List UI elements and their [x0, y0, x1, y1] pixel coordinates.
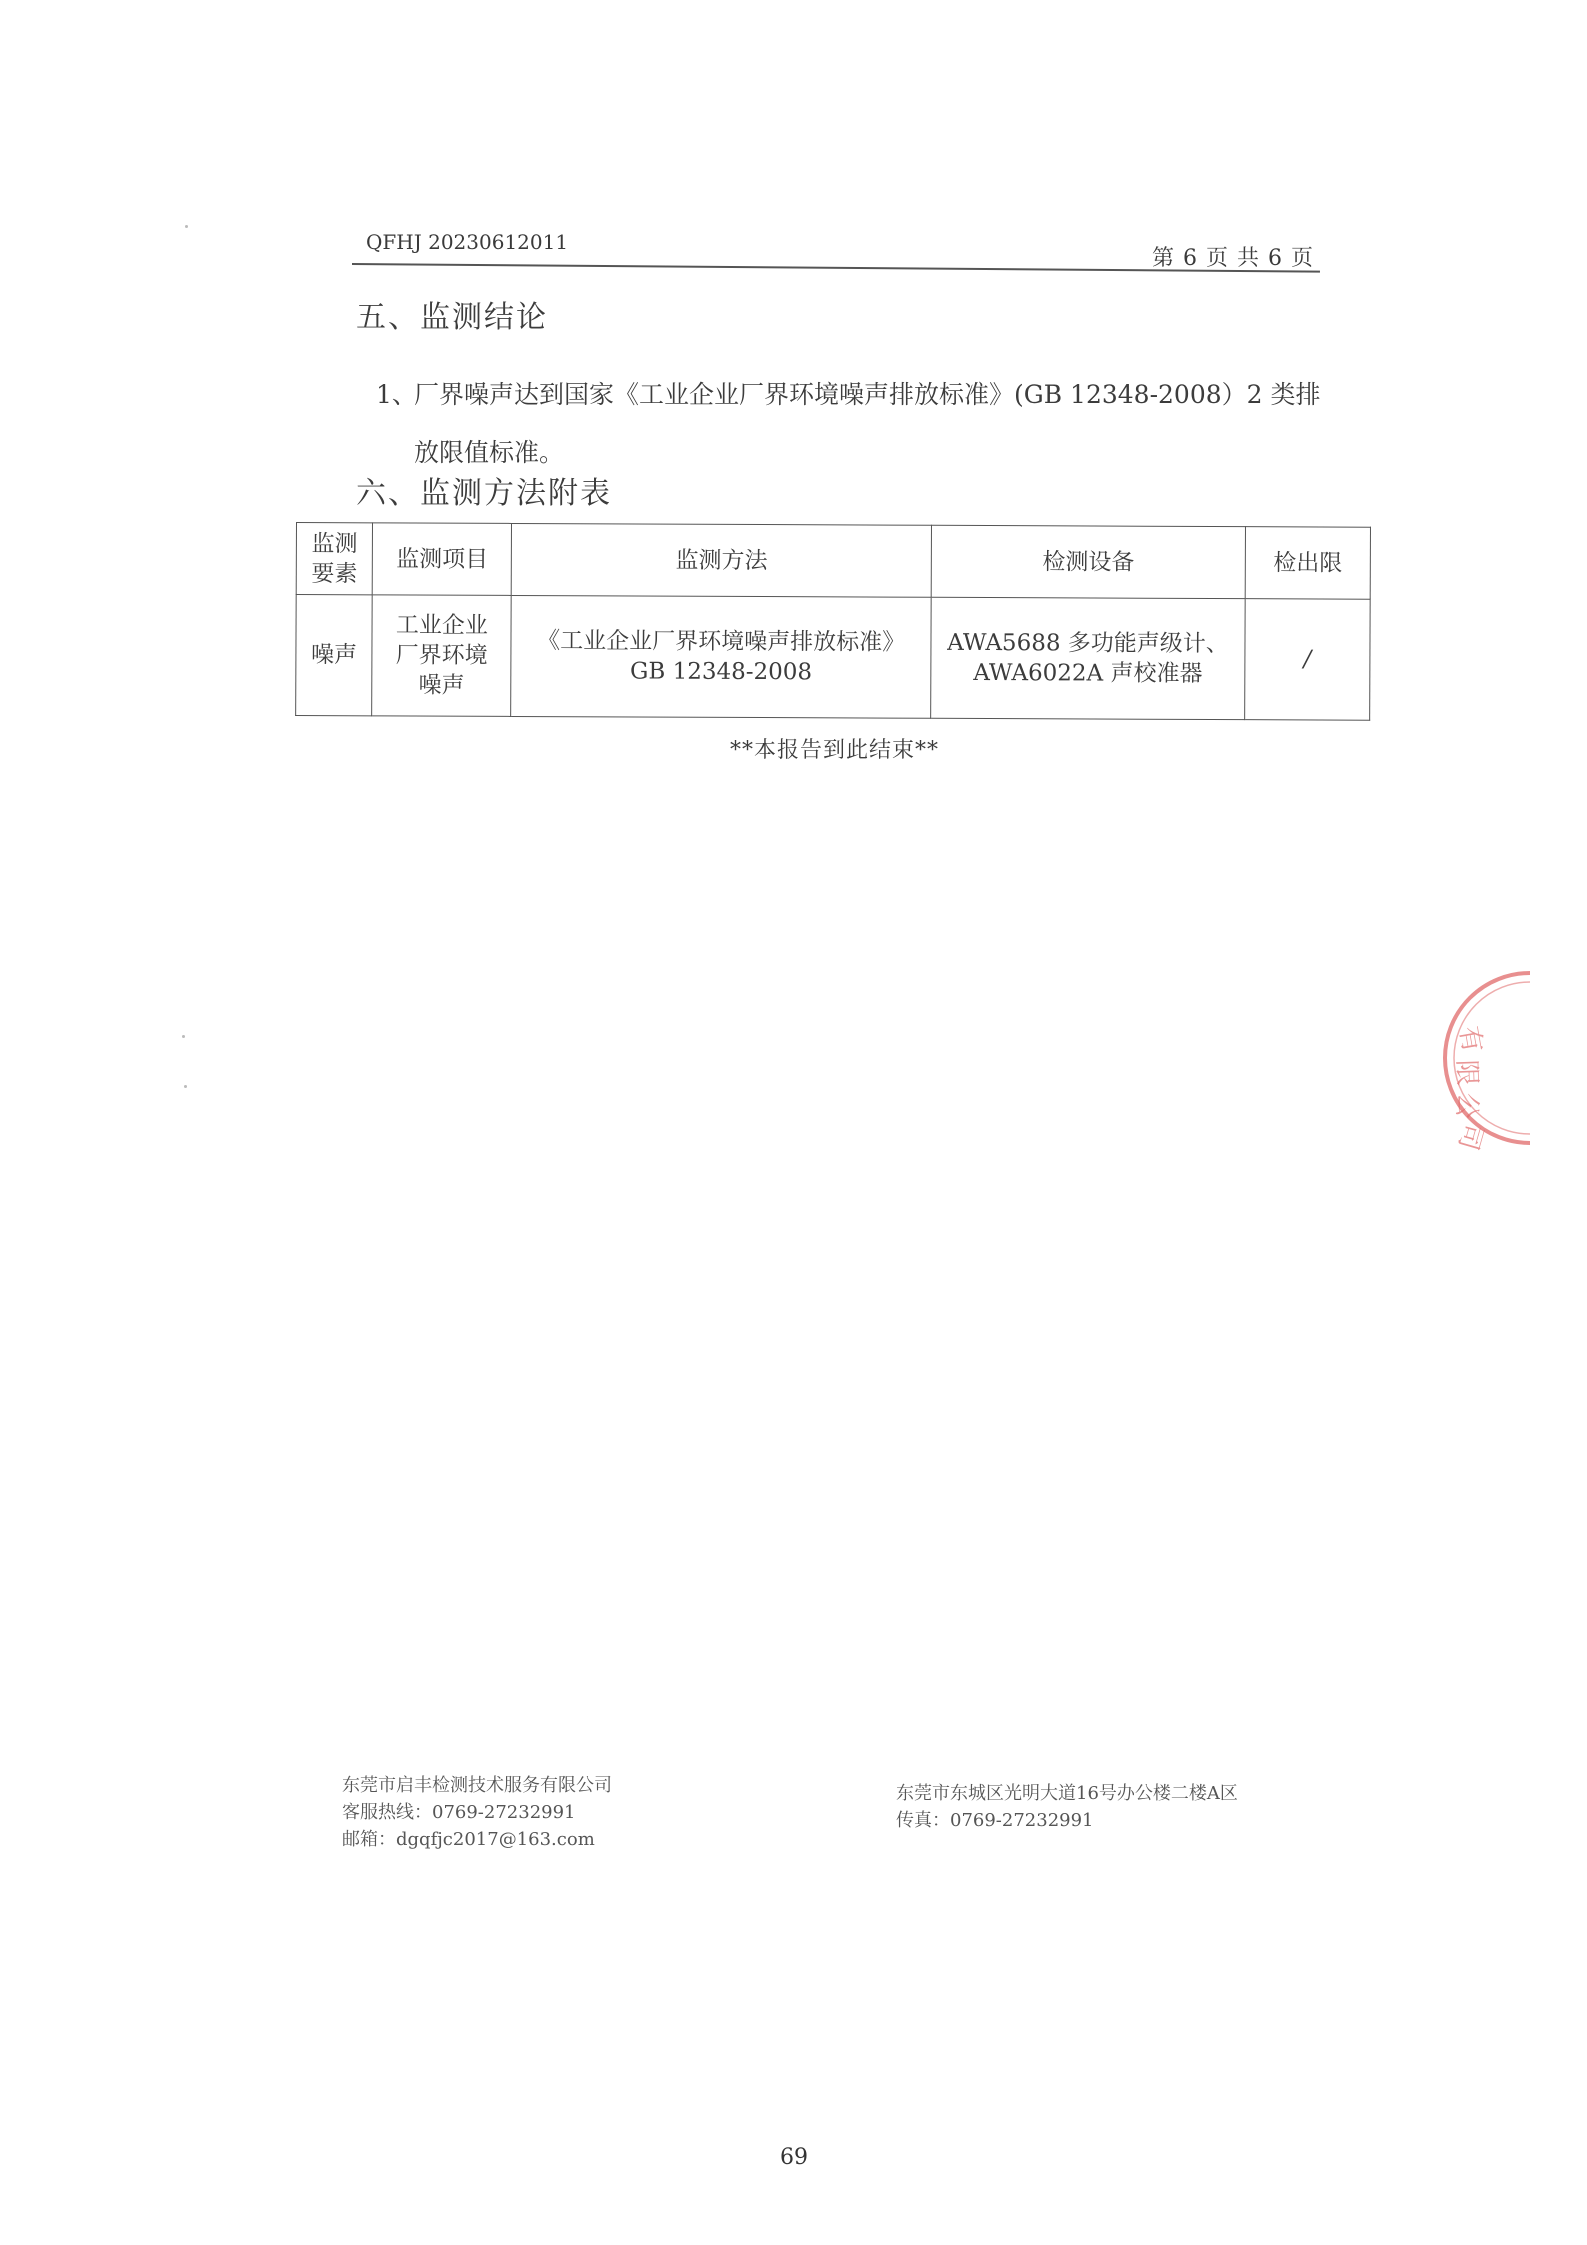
footer-right: [896, 1780, 1238, 1834]
scan-speck: [182, 1035, 185, 1038]
header-monitor-element: [296, 523, 373, 595]
cell-method-line2: GB 12348-2008: [629, 658, 813, 686]
cell-detection-limit: /: [1245, 599, 1371, 721]
section-method-title: 六、监测方法附表: [356, 476, 612, 511]
cell-item-line1: 工业企业: [395, 612, 488, 639]
cell-item: [372, 595, 512, 717]
header-monitor-item: 监测项目: [372, 523, 512, 596]
scan-speck: [185, 225, 188, 228]
scan-speck: [184, 1085, 187, 1088]
company-seal-stamp: [1350, 958, 1530, 1158]
section-conclusion-title: 五、监测结论: [356, 300, 548, 335]
header-equipment: 检测设备: [931, 525, 1245, 598]
cell-equipment-line1: AWA5688 多功能声级计、: [947, 629, 1229, 658]
conclusion-item-number: 1、: [376, 380, 417, 409]
svg-text:有: 有: [1453, 1024, 1488, 1055]
method-table-row: [296, 595, 1371, 721]
cell-method: [511, 595, 931, 718]
header-detection-limit: 检出限: [1245, 527, 1370, 600]
page-info: 第 6 页 共 6 页: [1152, 246, 1314, 271]
method-table: [295, 522, 1371, 721]
page-number: 69: [780, 2145, 808, 2170]
cell-item-line3: 噪声: [418, 672, 465, 699]
cell-method-line1: 《工业企业厂界环境噪声排放标准》: [537, 628, 906, 656]
conclusion-item-text-line1: 厂界噪声达到国家《工业企业厂界环境噪声排放标准》(GB 12348-2008）2 类排: [414, 380, 1321, 409]
svg-text:限: 限: [1451, 1059, 1482, 1087]
cell-item-line2: 厂界环境: [395, 642, 488, 669]
footer-left: [342, 1772, 612, 1853]
cell-equipment-line2: AWA6022A 声校准器: [973, 659, 1203, 687]
conclusion-item: [376, 366, 1336, 482]
header-monitor-element-line2: 要素: [311, 560, 358, 587]
footer-company: 东莞市启丰检测技术服务有限公司: [342, 1775, 612, 1796]
header-monitor-method: 监测方法: [512, 523, 932, 597]
footer-fax: 传真：0769-27232991: [896, 1810, 1094, 1831]
header-monitor-element-line1: 监测: [311, 530, 358, 557]
footer-hotline: 客服热线：0769-27232991: [342, 1802, 576, 1823]
svg-text:公: 公: [1450, 1091, 1483, 1121]
conclusion-item-text-line2: 放限值标准。: [414, 438, 565, 467]
method-table-header-row: [296, 523, 1370, 600]
cell-element: 噪声: [296, 595, 373, 716]
report-number: QFHJ 20230612011: [366, 230, 569, 254]
end-of-report-note: **本报告到此结束**: [730, 738, 940, 763]
cell-equipment: [931, 597, 1245, 719]
footer-email: 邮箱：dgqfjc2017@163.com: [342, 1829, 595, 1850]
footer-address: 东莞市东城区光明大道16号办公楼二楼A区: [896, 1783, 1238, 1804]
svg-text:司: 司: [1452, 1120, 1489, 1154]
